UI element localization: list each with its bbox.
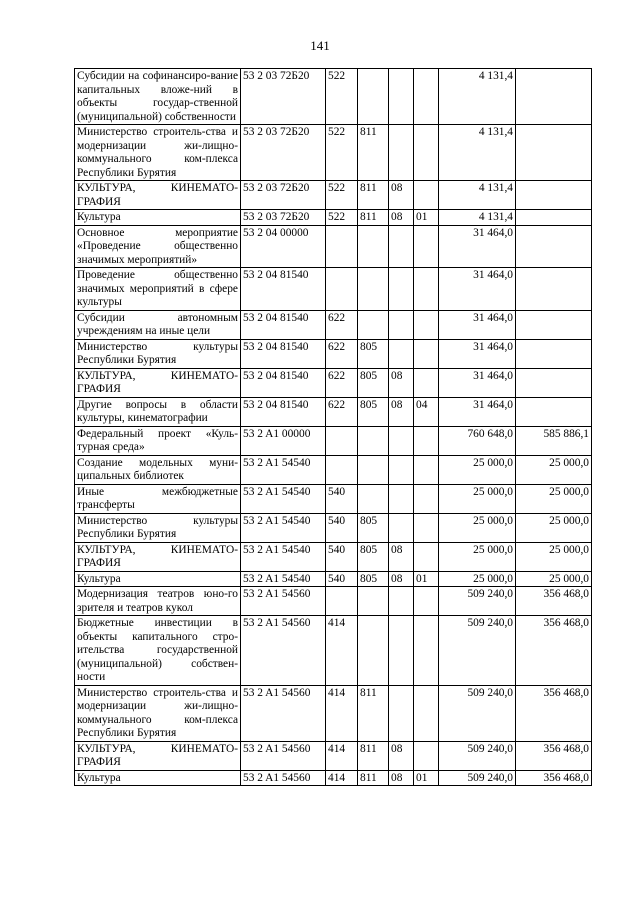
federal-amount-cell: 25 000,0 [516,542,592,571]
row-name-cell: КУЛЬТУРА, КИНЕМАТО-ГРАФИЯ [75,181,241,210]
budget-table [74,68,592,786]
section-cell: 08 [389,571,414,587]
federal-amount-cell: 356 468,0 [516,770,592,786]
target-article-cell: 53 2 04 81540 [241,368,326,397]
federal-amount-cell: 25 000,0 [516,513,592,542]
target-article-cell: 53 2 04 81540 [241,397,326,426]
amount-cell: 25 000,0 [439,455,516,484]
expense-type-cell: 522 [326,181,358,210]
section-cell [389,616,414,686]
federal-amount-cell: 356 468,0 [516,685,592,741]
ministry-code-cell: 805 [358,397,389,426]
ministry-code-cell [358,268,389,311]
row-name-cell: Культура [75,571,241,587]
amount-cell: 509 240,0 [439,741,516,770]
federal-amount-cell: 25 000,0 [516,455,592,484]
expense-type-cell: 522 [326,69,358,125]
ministry-code-cell [358,484,389,513]
table-row [75,125,592,181]
table-row [75,741,592,770]
table-row [75,310,592,339]
subsection-cell: 01 [414,210,439,226]
section-cell [389,426,414,455]
target-article-cell: 53 2 A1 54540 [241,484,326,513]
section-cell [389,225,414,268]
federal-amount-cell [516,225,592,268]
subsection-cell [414,426,439,455]
section-cell [389,484,414,513]
subsection-cell [414,339,439,368]
row-name-cell: КУЛЬТУРА, КИНЕМАТО-ГРАФИЯ [75,542,241,571]
target-article-cell: 53 2 A1 54560 [241,685,326,741]
ministry-code-cell: 805 [358,542,389,571]
ministry-code-cell [358,455,389,484]
target-article-cell: 53 2 A1 54560 [241,616,326,686]
amount-cell: 25 000,0 [439,513,516,542]
subsection-cell [414,542,439,571]
amount-cell: 31 464,0 [439,310,516,339]
target-article-cell: 53 2 04 00000 [241,225,326,268]
target-article-cell: 53 2 03 72Б20 [241,210,326,226]
amount-cell: 25 000,0 [439,571,516,587]
federal-amount-cell: 585 886,1 [516,426,592,455]
section-cell: 08 [389,181,414,210]
row-name-cell: Министерство строитель-ства и модернизации жи-лищно-коммунального ком-плекса Республики Бурятия [75,125,241,181]
amount-cell: 4 131,4 [439,181,516,210]
expense-type-cell: 540 [326,542,358,571]
target-article-cell: 53 2 A1 54540 [241,571,326,587]
amount-cell: 4 131,4 [439,69,516,125]
expense-type-cell: 622 [326,368,358,397]
subsection-cell [414,69,439,125]
table-row [75,268,592,311]
ministry-code-cell [358,426,389,455]
federal-amount-cell [516,368,592,397]
table-row [75,616,592,686]
federal-amount-cell: 25 000,0 [516,571,592,587]
section-cell [389,455,414,484]
expense-type-cell [326,225,358,268]
ministry-code-cell [358,616,389,686]
section-cell [389,587,414,616]
amount-cell: 31 464,0 [439,368,516,397]
federal-amount-cell [516,210,592,226]
row-name-cell: Министерство культуры Республики Бурятия [75,339,241,368]
table-row [75,426,592,455]
federal-amount-cell [516,181,592,210]
row-name-cell: Бюджетные инвестиции в объекты капитального стро-ительства государственной (муниципальной) собствен-ности [75,616,241,686]
federal-amount-cell [516,310,592,339]
ministry-code-cell: 805 [358,571,389,587]
row-name-cell: КУЛЬТУРА, КИНЕМАТО-ГРАФИЯ [75,368,241,397]
section-cell [389,310,414,339]
amount-cell: 31 464,0 [439,339,516,368]
table-row [75,484,592,513]
amount-cell: 25 000,0 [439,542,516,571]
ministry-code-cell: 811 [358,181,389,210]
amount-cell: 31 464,0 [439,397,516,426]
table-row [75,181,592,210]
row-name-cell: Культура [75,770,241,786]
target-article-cell: 53 2 04 81540 [241,310,326,339]
section-cell [389,268,414,311]
table-row [75,685,592,741]
section-cell: 08 [389,741,414,770]
amount-cell: 25 000,0 [439,484,516,513]
target-article-cell: 53 2 A1 54540 [241,542,326,571]
table-row [75,513,592,542]
federal-amount-cell: 356 468,0 [516,741,592,770]
amount-cell: 31 464,0 [439,225,516,268]
target-article-cell: 53 2 A1 54560 [241,741,326,770]
expense-type-cell: 540 [326,484,358,513]
row-name-cell: Министерство культуры Республики Бурятия [75,513,241,542]
expense-type-cell [326,587,358,616]
subsection-cell [414,616,439,686]
federal-amount-cell: 356 468,0 [516,616,592,686]
ministry-code-cell: 805 [358,339,389,368]
table-row [75,770,592,786]
section-cell [389,339,414,368]
ministry-code-cell: 811 [358,770,389,786]
ministry-code-cell: 811 [358,125,389,181]
ministry-code-cell: 811 [358,741,389,770]
table-row [75,69,592,125]
federal-amount-cell [516,69,592,125]
row-name-cell: Министерство строитель-ства и модернизации жи-лищно-коммунального ком-плекса Республики Бурятия [75,685,241,741]
section-cell: 08 [389,368,414,397]
target-article-cell: 53 2 03 72Б20 [241,125,326,181]
expense-type-cell: 622 [326,339,358,368]
section-cell: 08 [389,770,414,786]
subsection-cell [414,587,439,616]
budget-table-body [75,69,592,786]
subsection-cell [414,741,439,770]
table-row [75,339,592,368]
target-article-cell: 53 2 A1 54540 [241,513,326,542]
row-name-cell: Другие вопросы в области культуры, кинематографии [75,397,241,426]
row-name-cell: КУЛЬТУРА, КИНЕМАТО-ГРАФИЯ [75,741,241,770]
expense-type-cell: 522 [326,210,358,226]
target-article-cell: 53 2 A1 00000 [241,426,326,455]
amount-cell: 509 240,0 [439,685,516,741]
target-article-cell: 53 2 04 81540 [241,268,326,311]
federal-amount-cell: 356 468,0 [516,587,592,616]
section-cell [389,125,414,181]
row-name-cell: Иные межбюджетные трансферты [75,484,241,513]
ministry-code-cell [358,310,389,339]
row-name-cell: Модернизация театров юно-го зрителя и театров кукол [75,587,241,616]
target-article-cell: 53 2 03 72Б20 [241,69,326,125]
federal-amount-cell [516,268,592,311]
subsection-cell [414,125,439,181]
section-cell: 08 [389,210,414,226]
table-row [75,587,592,616]
subsection-cell [414,181,439,210]
target-article-cell: 53 2 04 81540 [241,339,326,368]
amount-cell: 509 240,0 [439,770,516,786]
ministry-code-cell [358,69,389,125]
page-number: 141 [310,38,330,53]
expense-type-cell: 540 [326,513,358,542]
subsection-cell [414,368,439,397]
ministry-code-cell: 805 [358,368,389,397]
expense-type-cell: 622 [326,310,358,339]
amount-cell: 509 240,0 [439,616,516,686]
table-row [75,542,592,571]
table-row [75,225,592,268]
row-name-cell: Субсидии автономным учреждениям на иные цели [75,310,241,339]
amount-cell: 760 648,0 [439,426,516,455]
expense-type-cell: 522 [326,125,358,181]
subsection-cell [414,685,439,741]
amount-cell: 31 464,0 [439,268,516,311]
table-row [75,455,592,484]
ministry-code-cell [358,587,389,616]
target-article-cell: 53 2 03 72Б20 [241,181,326,210]
table-row [75,210,592,226]
expense-type-cell [326,455,358,484]
subsection-cell [414,484,439,513]
subsection-cell: 01 [414,571,439,587]
section-cell: 08 [389,542,414,571]
subsection-cell [414,268,439,311]
row-name-cell: Основное мероприятие «Проведение общественно значимых мероприятий» [75,225,241,268]
table-row [75,571,592,587]
section-cell [389,513,414,542]
expense-type-cell: 622 [326,397,358,426]
section-cell [389,69,414,125]
ministry-code-cell: 805 [358,513,389,542]
amount-cell: 509 240,0 [439,587,516,616]
section-cell [389,685,414,741]
ministry-code-cell: 811 [358,210,389,226]
subsection-cell: 04 [414,397,439,426]
target-article-cell: 53 2 A1 54560 [241,587,326,616]
subsection-cell: 01 [414,770,439,786]
section-cell: 08 [389,397,414,426]
table-row [75,368,592,397]
target-article-cell: 53 2 A1 54540 [241,455,326,484]
subsection-cell [414,513,439,542]
federal-amount-cell [516,339,592,368]
expense-type-cell: 414 [326,770,358,786]
expense-type-cell: 414 [326,616,358,686]
row-name-cell: Федеральный проект «Куль-турная среда» [75,426,241,455]
table-row [75,397,592,426]
row-name-cell: Субсидии на софинансиро-вание капитальных вложе-ний в объекты государ-ственной (муниципальной) собственности [75,69,241,125]
expense-type-cell: 414 [326,741,358,770]
subsection-cell [414,455,439,484]
ministry-code-cell [358,225,389,268]
target-article-cell: 53 2 A1 54560 [241,770,326,786]
expense-type-cell: 540 [326,571,358,587]
row-name-cell: Культура [75,210,241,226]
federal-amount-cell: 25 000,0 [516,484,592,513]
expense-type-cell [326,426,358,455]
federal-amount-cell [516,397,592,426]
row-name-cell: Проведение общественно значимых мероприятий в сфере культуры [75,268,241,311]
expense-type-cell [326,268,358,311]
ministry-code-cell: 811 [358,685,389,741]
federal-amount-cell [516,125,592,181]
amount-cell: 4 131,4 [439,210,516,226]
amount-cell: 4 131,4 [439,125,516,181]
subsection-cell [414,310,439,339]
row-name-cell: Создание модельных муни-ципальных библиотек [75,455,241,484]
expense-type-cell: 414 [326,685,358,741]
subsection-cell [414,225,439,268]
